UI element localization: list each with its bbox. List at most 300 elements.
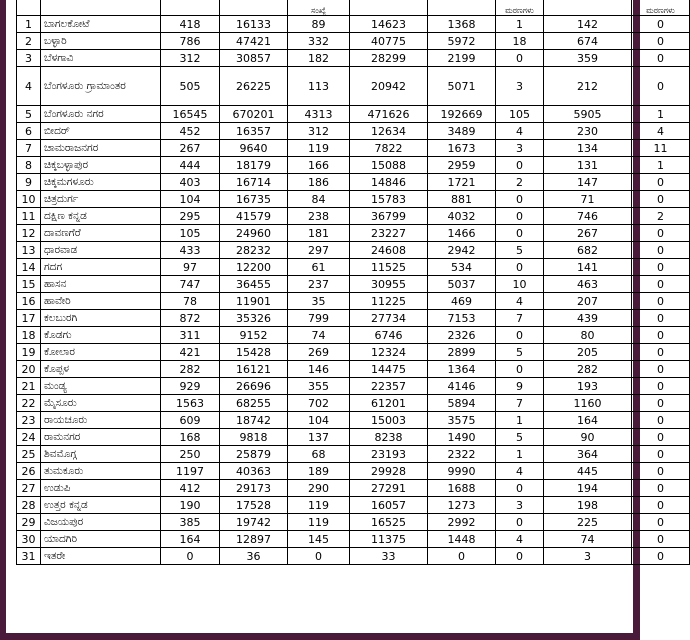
value-cell: 147 <box>544 174 632 191</box>
value-cell: 0 <box>632 463 690 480</box>
table-row <box>17 548 690 565</box>
value-cell: 18 <box>496 33 544 50</box>
value-cell: 1563 <box>161 395 220 412</box>
value-cell: 0 <box>632 514 690 531</box>
value-cell: 97 <box>161 259 220 276</box>
value-cell: 312 <box>161 50 220 67</box>
header-cell: ಸಂಖ್ಯೆ <box>288 0 350 16</box>
district-name-cell: ಶಿವಮೊಗ್ಗ <box>41 446 161 463</box>
district-name-cell: ಯಾದಗಿರಿ <box>41 531 161 548</box>
value-cell: 17528 <box>220 497 288 514</box>
value-cell: 2326 <box>428 327 496 344</box>
value-cell: 290 <box>288 480 350 497</box>
value-cell: 1673 <box>428 140 496 157</box>
value-cell: 14846 <box>350 174 428 191</box>
value-cell: 16714 <box>220 174 288 191</box>
district-name-cell: ಚಿತ್ರದುರ್ಗ <box>41 191 161 208</box>
table-row <box>17 67 690 106</box>
value-cell: 355 <box>288 378 350 395</box>
value-cell: 84 <box>288 191 350 208</box>
value-cell: 786 <box>161 33 220 50</box>
value-cell: 0 <box>632 293 690 310</box>
value-cell: 119 <box>288 514 350 531</box>
table-row <box>17 531 690 548</box>
value-cell: 0 <box>632 361 690 378</box>
value-cell: 0 <box>496 259 544 276</box>
sl-no-cell: 8 <box>17 157 41 174</box>
value-cell: 205 <box>544 344 632 361</box>
value-cell: 0 <box>632 50 690 67</box>
value-cell: 1273 <box>428 497 496 514</box>
value-cell: 3 <box>496 67 544 106</box>
value-cell: 105 <box>496 106 544 123</box>
header-cell <box>544 0 632 16</box>
value-cell: 872 <box>161 310 220 327</box>
bottom-frame-border <box>0 633 640 640</box>
sl-no-cell: 28 <box>17 497 41 514</box>
value-cell: 145 <box>288 531 350 548</box>
value-cell: 74 <box>544 531 632 548</box>
value-cell: 3 <box>496 140 544 157</box>
table-row <box>17 16 690 33</box>
value-cell: 189 <box>288 463 350 480</box>
value-cell: 1466 <box>428 225 496 242</box>
table-row <box>17 225 690 242</box>
value-cell: 4 <box>496 293 544 310</box>
value-cell: 747 <box>161 276 220 293</box>
district-name-cell: ಹಾಸನ <box>41 276 161 293</box>
sl-no-cell: 19 <box>17 344 41 361</box>
sl-no-cell: 10 <box>17 191 41 208</box>
value-cell: 4 <box>496 531 544 548</box>
district-name-cell: ಚಾಮರಾಜನಗರ <box>41 140 161 157</box>
table-row <box>17 276 690 293</box>
value-cell: 1368 <box>428 16 496 33</box>
value-cell: 119 <box>288 140 350 157</box>
value-cell: 12634 <box>350 123 428 140</box>
value-cell: 230 <box>544 123 632 140</box>
sl-no-cell: 24 <box>17 429 41 446</box>
value-cell: 1364 <box>428 361 496 378</box>
value-cell: 1448 <box>428 531 496 548</box>
value-cell: 297 <box>288 242 350 259</box>
value-cell: 12897 <box>220 531 288 548</box>
value-cell: 0 <box>496 157 544 174</box>
value-cell: 2199 <box>428 50 496 67</box>
value-cell: 23193 <box>350 446 428 463</box>
value-cell: 3489 <box>428 123 496 140</box>
value-cell: 237 <box>288 276 350 293</box>
value-cell: 4032 <box>428 208 496 225</box>
value-cell: 68255 <box>220 395 288 412</box>
sl-no-cell: 4 <box>17 67 41 106</box>
value-cell: 30955 <box>350 276 428 293</box>
value-cell: 929 <box>161 378 220 395</box>
value-cell: 2 <box>632 208 690 225</box>
district-name-cell: ಉಡುಪಿ <box>41 480 161 497</box>
value-cell: 471626 <box>350 106 428 123</box>
sl-no-cell: 9 <box>17 174 41 191</box>
value-cell: 18179 <box>220 157 288 174</box>
value-cell: 14475 <box>350 361 428 378</box>
table-row <box>17 50 690 67</box>
table-row <box>17 429 690 446</box>
value-cell: 7822 <box>350 140 428 157</box>
value-cell: 439 <box>544 310 632 327</box>
value-cell: 433 <box>161 242 220 259</box>
value-cell: 1 <box>632 157 690 174</box>
sl-no-cell: 1 <box>17 16 41 33</box>
header-cell <box>41 0 161 16</box>
value-cell: 68 <box>288 446 350 463</box>
value-cell: 2942 <box>428 242 496 259</box>
value-cell: 421 <box>161 344 220 361</box>
value-cell: 359 <box>544 50 632 67</box>
value-cell: 534 <box>428 259 496 276</box>
sl-no-cell: 7 <box>17 140 41 157</box>
value-cell: 27734 <box>350 310 428 327</box>
value-cell: 0 <box>632 395 690 412</box>
value-cell: 35326 <box>220 310 288 327</box>
value-cell: 168 <box>161 429 220 446</box>
value-cell: 1688 <box>428 480 496 497</box>
value-cell: 225 <box>544 514 632 531</box>
header-cell <box>350 0 428 16</box>
value-cell: 71 <box>544 191 632 208</box>
value-cell: 0 <box>496 208 544 225</box>
value-cell: 16525 <box>350 514 428 531</box>
value-cell: 1 <box>496 446 544 463</box>
value-cell: 26696 <box>220 378 288 395</box>
value-cell: 41579 <box>220 208 288 225</box>
value-cell: 445 <box>544 463 632 480</box>
value-cell: 0 <box>632 276 690 293</box>
header-cell <box>220 0 288 16</box>
value-cell: 6746 <box>350 327 428 344</box>
value-cell: 104 <box>288 412 350 429</box>
district-name-cell: ಧಾರವಾಡ <box>41 242 161 259</box>
sl-no-cell: 18 <box>17 327 41 344</box>
table-row <box>17 463 690 480</box>
value-cell: 7 <box>496 395 544 412</box>
value-cell: 2 <box>496 174 544 191</box>
value-cell: 403 <box>161 174 220 191</box>
value-cell: 15428 <box>220 344 288 361</box>
value-cell: 0 <box>161 548 220 565</box>
district-name-cell: ಹಾವೇರಿ <box>41 293 161 310</box>
value-cell: 141 <box>544 259 632 276</box>
value-cell: 16545 <box>161 106 220 123</box>
value-cell: 1490 <box>428 429 496 446</box>
value-cell: 186 <box>288 174 350 191</box>
district-name-cell: ದಾವಣಗೆರೆ <box>41 225 161 242</box>
value-cell: 2899 <box>428 344 496 361</box>
value-cell: 12324 <box>350 344 428 361</box>
district-data-table <box>16 0 690 565</box>
header-cell <box>428 0 496 16</box>
value-cell: 1160 <box>544 395 632 412</box>
value-cell: 5 <box>496 344 544 361</box>
value-cell: 674 <box>544 33 632 50</box>
value-cell: 90 <box>544 429 632 446</box>
value-cell: 238 <box>288 208 350 225</box>
table-row <box>17 123 690 140</box>
value-cell: 9 <box>496 378 544 395</box>
value-cell: 5894 <box>428 395 496 412</box>
value-cell: 8238 <box>350 429 428 446</box>
value-cell: 16357 <box>220 123 288 140</box>
district-name-cell: ಕಲಬುರಗಿ <box>41 310 161 327</box>
header-cell <box>17 0 41 16</box>
district-name-cell: ಇತರೇ <box>41 548 161 565</box>
value-cell: 9818 <box>220 429 288 446</box>
value-cell: 0 <box>632 344 690 361</box>
value-cell: 444 <box>161 157 220 174</box>
value-cell: 0 <box>288 548 350 565</box>
value-cell: 0 <box>496 548 544 565</box>
district-name-cell: ಕೋಲಾರ <box>41 344 161 361</box>
value-cell: 14623 <box>350 16 428 33</box>
value-cell: 0 <box>632 33 690 50</box>
table-row <box>17 242 690 259</box>
value-cell: 142 <box>544 16 632 33</box>
value-cell: 166 <box>288 157 350 174</box>
value-cell: 1 <box>496 412 544 429</box>
value-cell: 0 <box>496 191 544 208</box>
value-cell: 20942 <box>350 67 428 106</box>
value-cell: 35 <box>288 293 350 310</box>
value-cell: 0 <box>632 174 690 191</box>
value-cell: 0 <box>632 67 690 106</box>
table-row <box>17 395 690 412</box>
district-name-cell: ರಾಮನಗರ <box>41 429 161 446</box>
district-name-cell: ಬೆಳಗಾವಿ <box>41 50 161 67</box>
sl-no-cell: 27 <box>17 480 41 497</box>
value-cell: 194 <box>544 480 632 497</box>
value-cell: 2992 <box>428 514 496 531</box>
value-cell: 24608 <box>350 242 428 259</box>
value-cell: 5037 <box>428 276 496 293</box>
sl-no-cell: 26 <box>17 463 41 480</box>
district-name-cell: ಚಿಕ್ಕಬಳ್ಳಾಪುರ <box>41 157 161 174</box>
value-cell: 40363 <box>220 463 288 480</box>
value-cell: 190 <box>161 497 220 514</box>
district-name-cell: ತುಮಕೂರು <box>41 463 161 480</box>
table-row <box>17 208 690 225</box>
table-row <box>17 361 690 378</box>
value-cell: 0 <box>496 327 544 344</box>
sl-no-cell: 20 <box>17 361 41 378</box>
value-cell: 192669 <box>428 106 496 123</box>
value-cell: 182 <box>288 50 350 67</box>
value-cell: 0 <box>632 480 690 497</box>
district-name-cell: ಮೈಸೂರು <box>41 395 161 412</box>
value-cell: 0 <box>496 514 544 531</box>
value-cell: 0 <box>632 429 690 446</box>
value-cell: 312 <box>288 123 350 140</box>
sl-no-cell: 12 <box>17 225 41 242</box>
value-cell: 33 <box>350 548 428 565</box>
value-cell: 0 <box>632 310 690 327</box>
value-cell: 24960 <box>220 225 288 242</box>
value-cell: 1721 <box>428 174 496 191</box>
value-cell: 5071 <box>428 67 496 106</box>
district-name-cell: ಬಳ್ಳಾರಿ <box>41 33 161 50</box>
value-cell: 28232 <box>220 242 288 259</box>
value-cell: 0 <box>632 446 690 463</box>
value-cell: 40775 <box>350 33 428 50</box>
sl-no-cell: 3 <box>17 50 41 67</box>
value-cell: 0 <box>496 50 544 67</box>
value-cell: 3 <box>544 548 632 565</box>
value-cell: 3575 <box>428 412 496 429</box>
district-name-cell: ಕೊಪ್ಪಳ <box>41 361 161 378</box>
table-row <box>17 514 690 531</box>
value-cell: 682 <box>544 242 632 259</box>
value-cell: 332 <box>288 33 350 50</box>
value-cell: 181 <box>288 225 350 242</box>
district-name-cell: ರಾಯಚೂರು <box>41 412 161 429</box>
value-cell: 19742 <box>220 514 288 531</box>
header-cell: ಮರಣಗಳು <box>496 0 544 16</box>
table-row <box>17 174 690 191</box>
sl-no-cell: 13 <box>17 242 41 259</box>
table-row <box>17 412 690 429</box>
sl-no-cell: 22 <box>17 395 41 412</box>
value-cell: 609 <box>161 412 220 429</box>
value-cell: 670201 <box>220 106 288 123</box>
table-row <box>17 33 690 50</box>
table-row <box>17 327 690 344</box>
value-cell: 74 <box>288 327 350 344</box>
value-cell: 207 <box>544 293 632 310</box>
value-cell: 25879 <box>220 446 288 463</box>
value-cell: 3 <box>496 497 544 514</box>
table-row <box>17 293 690 310</box>
table-row <box>17 344 690 361</box>
value-cell: 27291 <box>350 480 428 497</box>
value-cell: 282 <box>161 361 220 378</box>
table-row <box>17 378 690 395</box>
value-cell: 282 <box>544 361 632 378</box>
value-cell: 18742 <box>220 412 288 429</box>
value-cell: 89 <box>288 16 350 33</box>
value-cell: 212 <box>544 67 632 106</box>
value-cell: 16057 <box>350 497 428 514</box>
value-cell: 80 <box>544 327 632 344</box>
value-cell: 702 <box>288 395 350 412</box>
value-cell: 36799 <box>350 208 428 225</box>
value-cell: 0 <box>632 378 690 395</box>
value-cell: 364 <box>544 446 632 463</box>
sl-no-cell: 23 <box>17 412 41 429</box>
value-cell: 0 <box>496 361 544 378</box>
value-cell: 11901 <box>220 293 288 310</box>
value-cell: 4313 <box>288 106 350 123</box>
value-cell: 30857 <box>220 50 288 67</box>
district-name-cell: ಬೆಂಗಳೂರು ನಗರ <box>41 106 161 123</box>
value-cell: 22357 <box>350 378 428 395</box>
value-cell: 2322 <box>428 446 496 463</box>
header-cell <box>161 0 220 16</box>
sl-no-cell: 29 <box>17 514 41 531</box>
value-cell: 469 <box>428 293 496 310</box>
value-cell: 0 <box>632 225 690 242</box>
value-cell: 1 <box>632 106 690 123</box>
value-cell: 5 <box>496 242 544 259</box>
value-cell: 113 <box>288 67 350 106</box>
district-name-cell: ಗದಗ <box>41 259 161 276</box>
sl-no-cell: 14 <box>17 259 41 276</box>
district-name-cell: ಬೆಂಗಳೂರು ಗ್ರಾಮಾಂತರ <box>41 67 161 106</box>
value-cell: 15088 <box>350 157 428 174</box>
district-name-cell: ವಿಜಯಪುರ <box>41 514 161 531</box>
value-cell: 0 <box>496 225 544 242</box>
value-cell: 4146 <box>428 378 496 395</box>
table-row <box>17 157 690 174</box>
value-cell: 505 <box>161 67 220 106</box>
value-cell: 61201 <box>350 395 428 412</box>
district-name-cell: ಮಂಡ್ಯ <box>41 378 161 395</box>
value-cell: 23227 <box>350 225 428 242</box>
sl-no-cell: 25 <box>17 446 41 463</box>
value-cell: 47421 <box>220 33 288 50</box>
value-cell: 36 <box>220 548 288 565</box>
value-cell: 61 <box>288 259 350 276</box>
value-cell: 104 <box>161 191 220 208</box>
value-cell: 134 <box>544 140 632 157</box>
value-cell: 463 <box>544 276 632 293</box>
value-cell: 164 <box>161 531 220 548</box>
value-cell: 9152 <box>220 327 288 344</box>
value-cell: 7153 <box>428 310 496 327</box>
value-cell: 4 <box>496 123 544 140</box>
district-name-cell: ದಕ್ಷಿಣ ಕನ್ನಡ <box>41 208 161 225</box>
value-cell: 746 <box>544 208 632 225</box>
value-cell: 0 <box>632 259 690 276</box>
value-cell: 0 <box>632 548 690 565</box>
value-cell: 311 <box>161 327 220 344</box>
value-cell: 11525 <box>350 259 428 276</box>
value-cell: 164 <box>544 412 632 429</box>
value-cell: 250 <box>161 446 220 463</box>
value-cell: 0 <box>632 16 690 33</box>
sl-no-cell: 6 <box>17 123 41 140</box>
table-header-row <box>17 0 690 16</box>
table-row <box>17 310 690 327</box>
value-cell: 193 <box>544 378 632 395</box>
value-cell: 4 <box>496 463 544 480</box>
value-cell: 11375 <box>350 531 428 548</box>
value-cell: 7 <box>496 310 544 327</box>
value-cell: 0 <box>632 327 690 344</box>
value-cell: 5 <box>496 429 544 446</box>
value-cell: 1 <box>496 16 544 33</box>
value-cell: 385 <box>161 514 220 531</box>
value-cell: 198 <box>544 497 632 514</box>
district-name-cell: ಬೀದರ್ <box>41 123 161 140</box>
table-row <box>17 446 690 463</box>
sl-no-cell: 11 <box>17 208 41 225</box>
left-frame-border <box>0 0 6 640</box>
value-cell: 269 <box>288 344 350 361</box>
value-cell: 0 <box>428 548 496 565</box>
value-cell: 12200 <box>220 259 288 276</box>
value-cell: 29173 <box>220 480 288 497</box>
value-cell: 1197 <box>161 463 220 480</box>
value-cell: 15783 <box>350 191 428 208</box>
sl-no-cell: 5 <box>17 106 41 123</box>
